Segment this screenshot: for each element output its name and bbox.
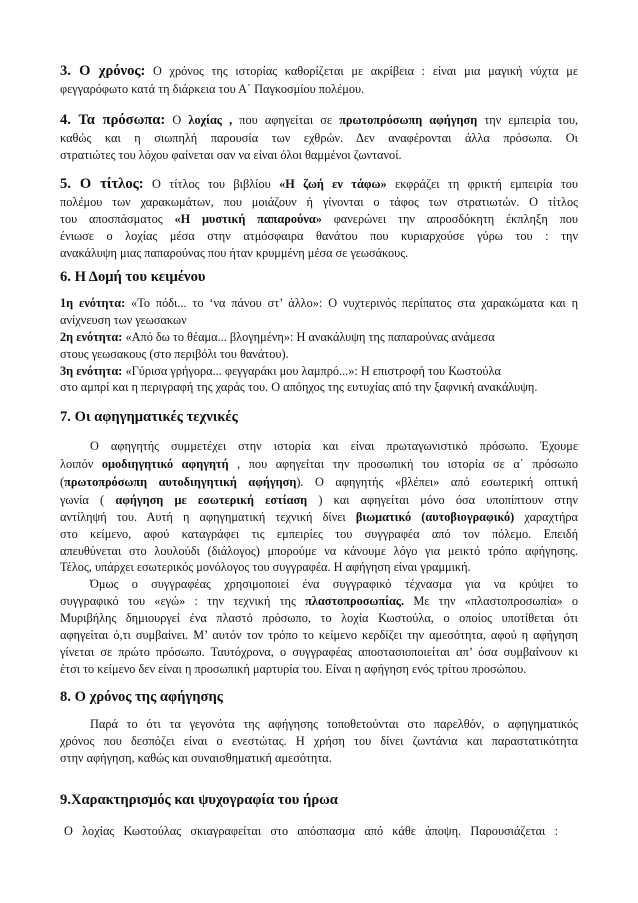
s5-excerpt-title: «Η μυστική παπαρούνα»	[174, 212, 322, 226]
s6-unit-1-label: 1η ενότητα:	[60, 296, 126, 310]
s7-line-11: Μυριβήλης δημιουργεί ένα πλαστό πρόσωπο, το λοχία Κωστούλα, ο οποίος υποτίθεται ότι	[60, 611, 578, 625]
s7-text-10a: συγγραφικό του «εγώ» : την τεχνική της	[60, 594, 296, 608]
s5-line-1	[60, 176, 578, 192]
s4-text-1e: την εμπειρία του,	[484, 113, 579, 127]
s7-text-3a: (	[60, 475, 65, 489]
s7-text-5a: αντίληψή του. Αυτή η αφηγηματική τεχνική δίνει	[60, 510, 346, 524]
s7-line-4	[60, 492, 578, 508]
s3-heading: 3. Ο χρόνος:	[60, 63, 146, 79]
s5-text-3a: του αποσπάσματος	[60, 212, 163, 226]
s4-line-3: στρατιώτες του λόχου φαίνεται σαν να είναι όλοι θαμμένοι ζωντανοί.	[60, 148, 402, 162]
s7-line-8: Τέλος, υπάρχει εσωτερικός μονόλογος του συγγραφέα. Η αφήγηση είναι γραμμική.	[60, 560, 471, 574]
s6-unit-2	[60, 329, 578, 345]
s5-book-title: «Η ζωή εν τάφω»	[279, 177, 387, 191]
s6-unit-2-text: «Από δω το θέαμα... βλογημένη»: Η ανακάλυψη της παπαρούνας ανάμεσα	[125, 330, 495, 344]
s7-internal-focus: αφήγηση με εσωτερική εστίαση	[115, 493, 308, 507]
s3-line-1	[60, 63, 578, 79]
s6-unit-3-text: «Γύρισα γρήγορα... φεγγαράκι μου λαμπρό...»: Η επιστροφή του Κωστούλα	[125, 364, 501, 378]
s7-homodiegetic: ομοδιηγητικό αφηγητή	[101, 457, 229, 471]
s5-text-1a: Ο τίτλος του βιβλίου	[152, 177, 271, 191]
s5-text-3c: φανερώνει την απροσδόκητη έκπληξη που	[333, 212, 579, 226]
s3-line-2: φεγγαρόφωτο κατά τη διάρκεια του Α΄ Παγκοσμίου πολέμου.	[60, 82, 365, 96]
s6-unit-1	[60, 295, 578, 311]
s7-text-2a: λοιπόν	[60, 457, 94, 471]
s8-line-3: στην αφήγηση, καθώς και συναισθηματική αμεσότητα.	[60, 751, 332, 765]
s7-line-10	[60, 593, 578, 609]
s6-unit-1-cont: ανίχνευση των γεωσακων	[60, 313, 187, 327]
s9-heading: 9.Χαρακτηρισμός και ψυχογραφία του ήρωα	[60, 792, 338, 808]
s7-line-7: απευθύνεται στο λουλούδι (διάλογος) μπορούμε να κάνουμε λόγο για μεικτό τρόπο αφήγησης.	[60, 544, 578, 558]
s4-first-person: πρωτοπρόσωπη αφήγηση	[339, 113, 478, 127]
s7-line-6: στο κείμενο, αφού καταγράφει τις εμπειρίες του συγγραφέα από τον πόλεμο. Επειδή	[60, 527, 578, 541]
s7-experiential: βιωματικό (αυτοβιογραφικό)	[355, 510, 515, 524]
s7-line-1: Ο αφηγητής συμμετέχει στην ιστορία και είναι πρωταγωνιστικό πρόσωπο. Έχουμε	[90, 439, 578, 453]
s6-unit-3-label: 3η ενότητα:	[60, 364, 123, 378]
s7-text-5c: χαραχτήρα	[524, 510, 578, 524]
s6-heading: 6. Η Δομή του κειμένου	[60, 269, 206, 285]
s5-line-5: ανακάλυψη μιας παπαρούνας που ήταν κρυμμένη μέσα σε γεωσάκους.	[60, 246, 409, 260]
s6-unit-2-label: 2η ενότητα:	[60, 330, 123, 344]
s5-text-1c: εκφράζει τη φρικτή εμπειρία του	[395, 177, 578, 191]
s6-unit-3-cont: στο αμπρί και η περιγραφή της χαράς του. Ο απόηχος της ευτυχίας από την ξαφνική ανακάλυψη.	[60, 380, 538, 394]
s9-line-1: Ο λοχίας Κωστούλας σκιαγραφείται στο απόσπασμα από κάθε άποψη. Παρουσιάζεται :	[64, 824, 558, 838]
s6-unit-2-cont: στους γεωσακους (στο περιβόλι του θανάτου).	[60, 347, 289, 361]
s7-plastoprosopia: πλαστοπροσωπίας.	[305, 594, 405, 608]
s7-line-13: γίνεται σε πρώτο πρόσωπο. Ταυτόχρονα, ο συγγραφέας αποστασιοποιείται απ’ όσα συμβαίνουν κι	[60, 645, 578, 659]
s7-heading: 7. Οι αφηγηματικές τεχνικές	[60, 409, 238, 425]
s7-text-2c: , που αφηγείται την προσωπική του ιστορία σε α΄ πρόσωπο	[237, 457, 579, 471]
s4-line-2: καθώς και η σιωπηλή παρουσία των εχθρών. Δεν αναφέρονται άλλα πρόσωπα. Οι	[60, 131, 578, 145]
s4-text-1a: Ο	[172, 113, 182, 127]
s5-heading: 5. Ο τίτλος:	[60, 176, 144, 192]
s4-heading: 4. Τα πρόσωπα:	[60, 112, 166, 128]
s6-unit-1-text: «Το πόδι... το ‘να πάνου στ’ άλλο»: Ο νυχτερινός περίπατος στα χαρακώματα και η	[131, 296, 578, 310]
s4-line-1	[60, 112, 578, 128]
s7-line-14: έτσι το κείμενο δεν είναι η προσωπική μαρτυρία του. Είναι η αφήγηση ενός τρίτου προσώπου.	[60, 662, 527, 676]
s6-unit-3	[60, 363, 578, 379]
s7-line-2	[60, 456, 578, 472]
s7-line-9: Όμως ο συγγραφέας χρησιμοποιεί ένα συγγραφικό τέχνασμα για να κρύψει το	[90, 577, 578, 591]
s8-line-1: Παρά το ότι τα γεγονότα της αφήγησης τοποθετούνται στο παρελθόν, ο αφηγηματικός	[90, 717, 578, 731]
s8-heading: 8. Ο χρόνος της αφήγησης	[60, 689, 223, 705]
s7-text-4a: γωνία (	[60, 493, 105, 507]
s5-line-2: πολέμου των χαρακωμάτων, που μοιάζουν ή γίνονται ο τάφος των στρατιωτών. Ο τίτλος	[60, 195, 578, 209]
s7-line-3	[60, 474, 578, 490]
s7-line-12: αφηγείται ό,τι συμβαίνει. Μ’ αυτόν τον τρόπο το κείμενο κερδίζει την αμεσότητα, αφού η αφήγηση	[60, 628, 578, 642]
s7-text-4c: ) και αφηγείται μόνο όσα υποπίπτουν στην	[318, 493, 578, 507]
s5-line-3	[60, 211, 578, 227]
s4-lochias: λοχίας ,	[188, 113, 233, 127]
s8-line-2: χρόνος που δεσπόζει είναι ο ενεστώτας. Η χρήση του δίνει ζωντάνια και παραστατικότητα	[60, 734, 578, 748]
s7-line-5	[60, 509, 578, 525]
s4-text-1c: που αφηγείται σε	[239, 113, 333, 127]
s7-text-3c: ). Ο αφηγητής «βλέπει» από εσωτερική οπτική	[296, 475, 579, 489]
s7-autodiegetic: πρωτοπρόσωπη αυτοδιηγητική αφήγηση	[64, 475, 297, 489]
s7-text-10c: Με την «πλαστοπροσωπία» ο	[413, 594, 578, 608]
s5-line-4: ένιωσε ο λοχίας μέσα στην ατμόσφαιρα θανάτου που κυριαρχούσε γύρω του : την	[60, 229, 578, 243]
s3-text-1: Ο χρόνος της ιστορίας καθορίζεται με ακρίβεια : είναι μια μαγική νύχτα με	[153, 64, 578, 78]
